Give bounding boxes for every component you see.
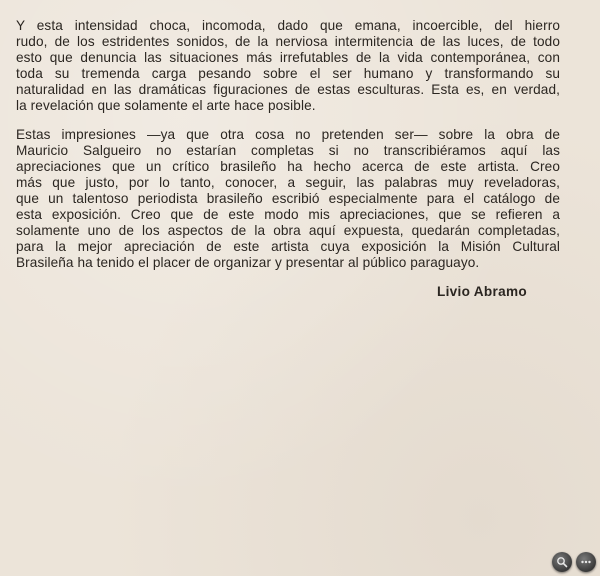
text-line: la revelación que solamente el arte hace posible. bbox=[16, 98, 316, 113]
text-line: Mauricio Salgueiro no estarían completas si no transcribiéramos aquí las bbox=[16, 143, 560, 158]
text-line: naturalidad en las dramáticas figuraciones de estas esculturas. Esta es, en verdad, bbox=[16, 82, 560, 97]
text-line: esta exposición. Creo que de este modo mis apreciaciones, que se refieren a bbox=[16, 207, 560, 222]
text-line: apreciaciones que un crítico brasileño ha hecho acerca de este artista. Creo bbox=[16, 159, 560, 174]
document-body bbox=[16, 18, 560, 284]
text-line: para la mejor apreciación de este artista cuya exposición la Misión Cultural bbox=[16, 239, 560, 254]
text-line: Brasileña ha tenido el placer de organizar y presentar al público paraguayo. bbox=[16, 255, 480, 270]
text-line: esto que denuncia las situaciones más irrefutables de la vida contemporánea, con bbox=[16, 50, 560, 65]
more-button[interactable] bbox=[576, 552, 596, 572]
author-signature: Livio Abramo bbox=[437, 284, 527, 299]
text-line: Y esta intensidad choca, incomoda, dado que emana, incoercible, del hierro bbox=[16, 18, 560, 33]
paragraph-1 bbox=[16, 18, 560, 114]
zoom-icon bbox=[556, 556, 568, 568]
text-line: Estas impresiones —ya que otra cosa no pretenden ser— sobre la obra de bbox=[16, 127, 560, 142]
text-line: más que justo, por lo tanto, conocer, a seguir, las palabras muy reveladoras, bbox=[16, 175, 560, 190]
text-line: que un talentoso periodista brasileño escribió especialmente para el catálogo de bbox=[16, 191, 560, 206]
zoom-button[interactable] bbox=[552, 552, 572, 572]
text-line: solamente uno de los aspectos de la obra aquí expuesta, quedarán completadas, bbox=[16, 223, 560, 238]
text-line: toda su tremenda carga pesando sobre el ser humano y transformando su bbox=[16, 66, 560, 81]
text-line: rudo, de los estridentes sonidos, de la nerviosa intermitencia de las luces, de todo bbox=[16, 34, 560, 49]
paragraph-2 bbox=[16, 127, 560, 271]
more-icon bbox=[580, 556, 592, 568]
